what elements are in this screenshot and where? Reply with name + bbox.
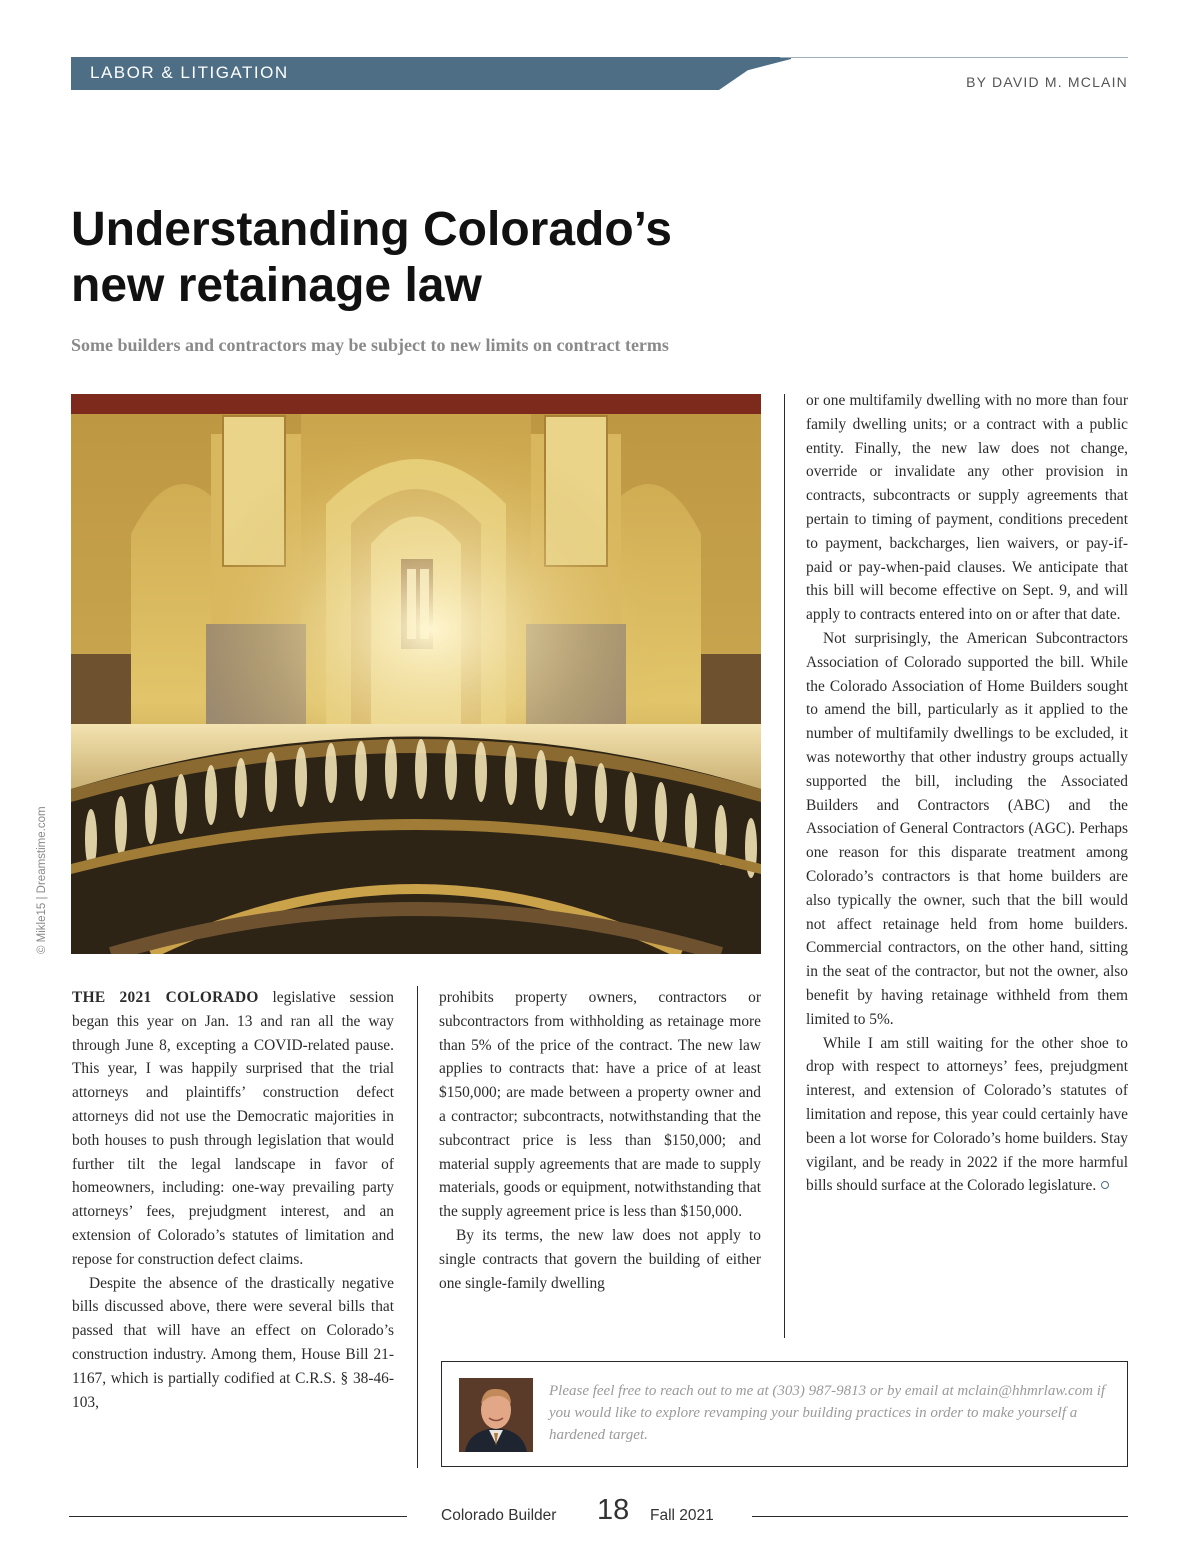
page-number: 18 — [597, 1494, 630, 1526]
footer-rule-right — [752, 1516, 1128, 1517]
paragraph — [806, 1032, 1128, 1199]
capitol-rotunda-photo — [71, 394, 761, 954]
paragraph-text: legislative session began this year on Jan. 13 and ran all the way through June 8, excepting a COVID-related pause. This year, I was happily surprised that the trial attorneys and plaintiffs’ construction defect attorneys did not use the Democratic majorities in both houses to push through legislation that would further tilt the legal landscape in favor of homeowners, including: one-way prevailing party attorneys’ fees, prejudgment interest, and an extension of Colorado’s statutes of limitation and repose for construction defect claims. — [72, 989, 395, 1268]
paragraph: Despite the absence of the drastically negative bills discussed above, there were several bills that passed that will have an effect on Colorado’s construction industry. Among them, House Bill 21-1167, which is partially codified at C.R.S. § 38-46-103, — [72, 1274, 394, 1411]
paragraph-text: While I am still waiting for the other shoe to drop with respect to attorneys’ fees, prejudgment interest, and extension of Colorado’s statutes of limitation and repose, this year could certainly have been a lot worse for Colorado’s home builders. Stay vigilant, and be ready in 2022 if the more harmful bills should surface at the Colorado legislature. — [806, 1034, 1128, 1195]
header-rule — [780, 57, 1128, 58]
article-title — [71, 202, 831, 314]
end-mark-icon — [1101, 1181, 1109, 1189]
body-column-2 — [439, 986, 761, 1295]
author-headshot — [459, 1378, 533, 1452]
body-column-1 — [72, 986, 394, 1414]
byline: BY DAVID M. MCLAIN — [966, 74, 1128, 90]
title-line-1: Understanding Colorado’s — [71, 203, 672, 256]
body-column-3 — [806, 389, 1128, 1198]
paragraph: or one multifamily dwelling with no more than four family dwelling units; or a contract with a public entity. Finally, the new law does not change, override or invalidate any other provision in contracts, subcontracts or supply agreements that pertain to timing of payment, conditions precedent to payment, backcharges, lien waivers, or pay-if-paid or pay-when-paid clauses. We anticipate that this bill will become effective on Sept. 9, and will apply to contracts entered into on or after that date. — [806, 392, 1128, 624]
footer-publication: Colorado Builder — [441, 1507, 557, 1524]
title-line-2: new retainage law — [71, 259, 482, 312]
paragraph: Not surprisingly, the American Subcontractors Association of Colorado supported the bill. While the Colorado Association of Home Builders sought to amend the bill, particularly as it applied to the number of multifamily dwellings to be excluded, it was noteworthy that other industry groups actually supported the bill, including the Associated Builders and Contractors (ABC) and the Association of General Contractors (AGC). Perhaps one reason for this disparate treatment among Colorado’s contractors is that home builders are also typically the owner, such that the bill would not affect retainage held from home builders. Commercial contractors, on the other hand, sitting in the seat of the contractor, but not the owner, also benefit by having retainage withheld from them limited to 5%. — [806, 629, 1128, 1028]
photo-credit: © Mikle15 | Dreamstime.com — [36, 806, 48, 954]
author-contact-box — [441, 1361, 1128, 1467]
column-divider — [417, 986, 418, 1468]
paragraph — [72, 986, 394, 1272]
paragraph: prohibits property owners, contractors or subcontractors from withholding as retainage more than 5% of the price of the contract. The new law applies to contracts that: have a price of at least $150,000; are made between a property owner and a contractor; subcontracts, notwithstanding that the subcontract price is less than $150,000; and material supply agreements that are made to supply materials, goods or equipment, notwithstanding that the supply agreement price is less than $150,000. — [439, 989, 761, 1221]
paragraph: By its terms, the new law does not apply to single contracts that govern the building of either one single-family dwelling — [439, 1226, 761, 1292]
footer-issue: Fall 2021 — [650, 1507, 714, 1524]
footer-rule-left — [69, 1516, 407, 1517]
article-subtitle: Some builders and contractors may be subject to new limits on contract terms — [71, 335, 669, 355]
contact-text: Please feel free to reach out to me at (303) 987-9813 or by email at mclain@hhmrlaw.com if you would like to explore revamping your building practices in order to make yourself a hardened target. — [549, 1383, 1106, 1443]
section-label: LABOR & LITIGATION — [90, 63, 289, 82]
lead-in: THE 2021 COLORADO — [72, 989, 259, 1006]
column-divider — [784, 394, 785, 1338]
